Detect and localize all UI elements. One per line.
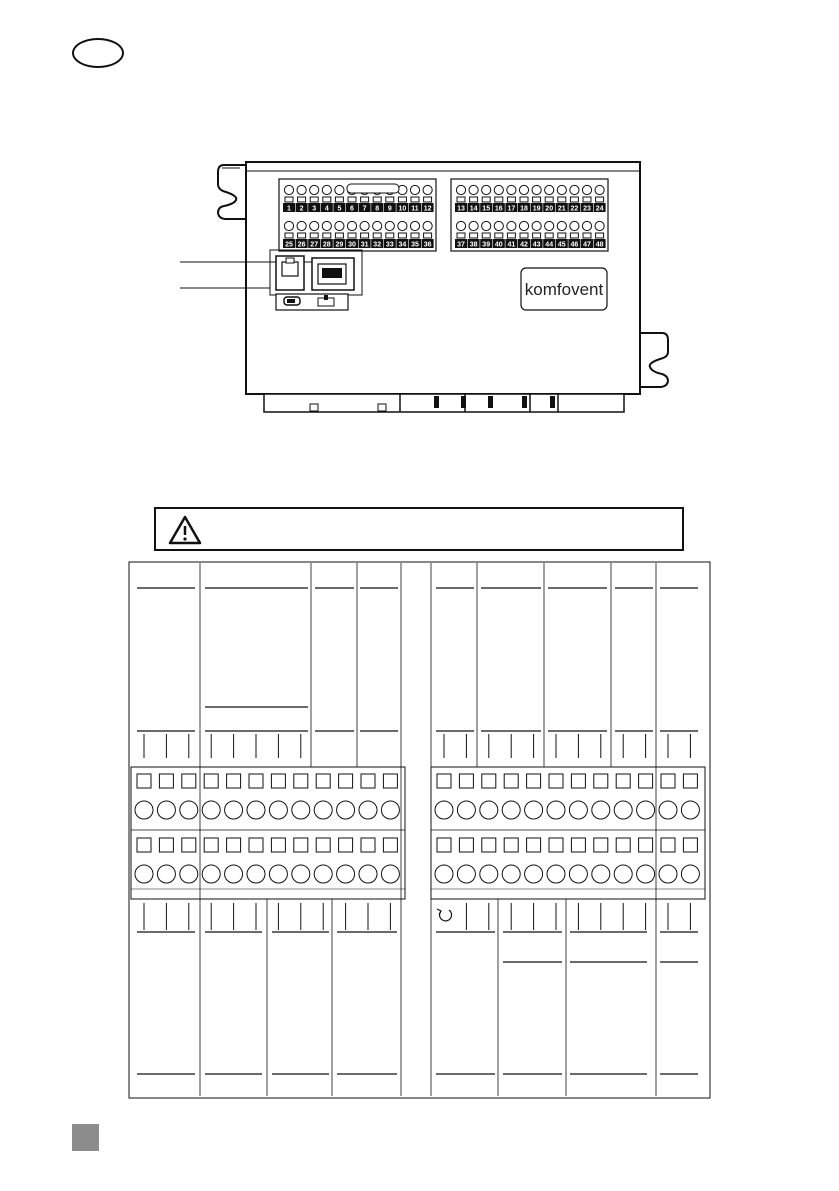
terminal-screw-circle <box>547 865 565 883</box>
terminal-number: 7 <box>362 205 367 213</box>
terminal-clamp-square <box>683 838 697 852</box>
terminal-number: 10 <box>398 205 407 213</box>
terminal-number: 24 <box>595 205 604 213</box>
terminal-number: 47 <box>583 241 591 249</box>
terminal-screw-circle <box>202 865 220 883</box>
terminal-clamp-square <box>683 774 697 788</box>
terminal-screw-circle <box>592 865 610 883</box>
terminal-number: 12 <box>423 205 432 213</box>
terminal-clamp-square <box>383 838 397 852</box>
terminal-screw-circle <box>180 801 198 819</box>
terminal-screw-circle <box>569 865 587 883</box>
terminal-screw-circle <box>314 801 332 819</box>
terminal-number: 13 <box>457 205 465 213</box>
terminal-clamp-square <box>294 838 308 852</box>
terminal-clamp-square <box>339 838 353 852</box>
terminal-clamp-square <box>227 774 241 788</box>
terminal-clamp-square <box>639 838 653 852</box>
terminal-number: 18 <box>520 205 528 213</box>
terminal-screw-circle <box>269 801 287 819</box>
terminal-number: 32 <box>373 241 382 249</box>
page-number-box <box>72 1124 99 1151</box>
terminal-number: 41 <box>507 241 516 249</box>
terminal-screw-circle <box>337 865 355 883</box>
terminal-clamp-square <box>383 774 397 788</box>
terminal-clamp-square <box>159 838 173 852</box>
terminal-screw-circle <box>337 801 355 819</box>
terminal-number: 40 <box>494 241 503 249</box>
terminal-screw-circle <box>314 865 332 883</box>
terminal-screw-circle <box>659 865 677 883</box>
terminal-number: 37 <box>457 241 465 249</box>
terminal-clamp-square <box>249 838 263 852</box>
terminal-number: 48 <box>595 241 604 249</box>
terminal-clamp-square <box>137 838 151 852</box>
terminal-screw-circle <box>502 865 520 883</box>
terminal-screw-circle <box>359 865 377 883</box>
terminal-clamp-square <box>204 774 218 788</box>
terminal-clamp-square <box>316 774 330 788</box>
terminal-number: 45 <box>557 241 566 249</box>
terminal-number: 44 <box>545 241 554 249</box>
terminal-number: 5 <box>337 205 342 213</box>
terminal-number: 34 <box>398 241 407 249</box>
terminal-number: 3 <box>312 205 317 213</box>
terminal-clamp-square <box>204 838 218 852</box>
terminal-screw-circle <box>681 865 699 883</box>
terminal-number: 8 <box>375 205 380 213</box>
terminal-screw-circle <box>637 865 655 883</box>
terminal-screw-circle <box>614 801 632 819</box>
terminal-number: 19 <box>532 205 541 213</box>
terminal-number: 26 <box>297 241 306 249</box>
terminal-screw-circle <box>547 801 565 819</box>
terminal-screw-circle <box>637 801 655 819</box>
terminal-number: 42 <box>520 241 528 249</box>
terminal-number: 43 <box>532 241 541 249</box>
terminal-clamp-square <box>159 774 173 788</box>
terminal-screw-circle <box>659 801 677 819</box>
terminal-clamp-square <box>482 838 496 852</box>
terminal-clamp-square <box>339 774 353 788</box>
terminal-clamp-square <box>504 838 518 852</box>
terminal-screw-circle <box>480 801 498 819</box>
terminal-number: 15 <box>482 205 491 213</box>
terminal-screw-circle <box>247 801 265 819</box>
rotation-arrow-icon <box>437 909 452 921</box>
terminal-number: 31 <box>360 241 369 249</box>
terminal-number: 28 <box>322 241 331 249</box>
terminal-screw-circle <box>225 865 243 883</box>
terminal-clamp-square <box>227 838 241 852</box>
terminal-clamp-square <box>437 774 451 788</box>
terminal-clamp-square <box>482 774 496 788</box>
terminal-number: 17 <box>507 205 516 213</box>
terminal-screw-circle <box>502 801 520 819</box>
terminal-clamp-square <box>549 838 563 852</box>
terminal-clamp-square <box>361 838 375 852</box>
terminal-number: 16 <box>494 205 503 213</box>
terminal-number: 20 <box>545 205 554 213</box>
terminal-number: 4 <box>324 205 329 213</box>
terminal-clamp-square <box>137 774 151 788</box>
terminal-number: 23 <box>583 205 591 213</box>
terminal-clamp-square <box>616 838 630 852</box>
terminal-screw-circle <box>359 801 377 819</box>
terminal-screw-circle <box>292 801 310 819</box>
terminal-clamp-square <box>459 838 473 852</box>
terminal-clamp-square <box>594 838 608 852</box>
terminal-clamp-square <box>294 774 308 788</box>
terminal-screw-circle <box>381 801 399 819</box>
terminal-number: 38 <box>469 241 478 249</box>
terminal-clamp-square <box>571 838 585 852</box>
terminal-clamp-square <box>437 838 451 852</box>
terminal-screw-circle <box>292 865 310 883</box>
terminal-screw-circle <box>225 801 243 819</box>
terminal-number: 21 <box>557 205 566 213</box>
terminal-clamp-square <box>639 774 653 788</box>
terminal-clamp-square <box>661 838 675 852</box>
terminal-number: 6 <box>350 205 354 213</box>
terminal-number: 1 <box>287 205 291 213</box>
terminal-number: 27 <box>310 241 319 249</box>
terminal-number: 39 <box>482 241 491 249</box>
brand-logo-text: komfovent <box>524 280 604 299</box>
terminal-clamp-square <box>316 838 330 852</box>
terminal-screw-circle <box>525 801 543 819</box>
terminal-screw-circle <box>135 801 153 819</box>
terminal-screw-circle <box>435 801 453 819</box>
terminal-clamp-square <box>661 774 675 788</box>
terminal-clamp-square <box>549 774 563 788</box>
terminal-screw-circle <box>381 865 399 883</box>
terminal-clamp-square <box>594 774 608 788</box>
terminal-screw-circle <box>135 865 153 883</box>
terminal-clamp-square <box>527 774 541 788</box>
terminal-clamp-square <box>249 774 263 788</box>
terminal-number: 9 <box>387 205 392 213</box>
terminal-number: 36 <box>423 241 432 249</box>
terminal-number: 33 <box>385 241 394 249</box>
terminal-number: 29 <box>335 241 344 249</box>
terminal-screw-circle <box>457 865 475 883</box>
terminal-screw-circle <box>569 801 587 819</box>
terminal-clamp-square <box>527 838 541 852</box>
terminal-clamp-square <box>361 774 375 788</box>
terminal-screw-circle <box>247 865 265 883</box>
terminal-screw-circle <box>435 865 453 883</box>
terminal-number: 25 <box>285 241 293 249</box>
terminal-clamp-square <box>616 774 630 788</box>
terminal-screw-circle <box>180 865 198 883</box>
terminal-clamp-square <box>571 774 585 788</box>
terminal-screw-circle <box>269 865 287 883</box>
terminal-number: 35 <box>411 241 419 249</box>
terminal-screw-circle <box>457 801 475 819</box>
terminal-number: 2 <box>299 205 304 213</box>
terminal-number: 11 <box>411 205 419 213</box>
terminal-clamp-square <box>182 838 196 852</box>
terminal-screw-circle <box>157 801 175 819</box>
terminal-screw-circle <box>157 865 175 883</box>
terminal-clamp-square <box>182 774 196 788</box>
terminal-number: 30 <box>348 241 356 249</box>
terminal-number: 14 <box>469 205 478 213</box>
terminal-number: 22 <box>570 205 579 213</box>
terminal-clamp-square <box>271 774 285 788</box>
terminal-screw-circle <box>480 865 498 883</box>
terminal-screw-circle <box>202 801 220 819</box>
terminal-screw-circle <box>525 865 543 883</box>
terminal-number: 46 <box>570 241 579 249</box>
terminal-screw-circle <box>614 865 632 883</box>
terminal-screw-circle <box>592 801 610 819</box>
terminal-clamp-square <box>459 774 473 788</box>
terminal-clamp-square <box>271 838 285 852</box>
terminal-clamp-square <box>504 774 518 788</box>
terminal-screw-circle <box>681 801 699 819</box>
